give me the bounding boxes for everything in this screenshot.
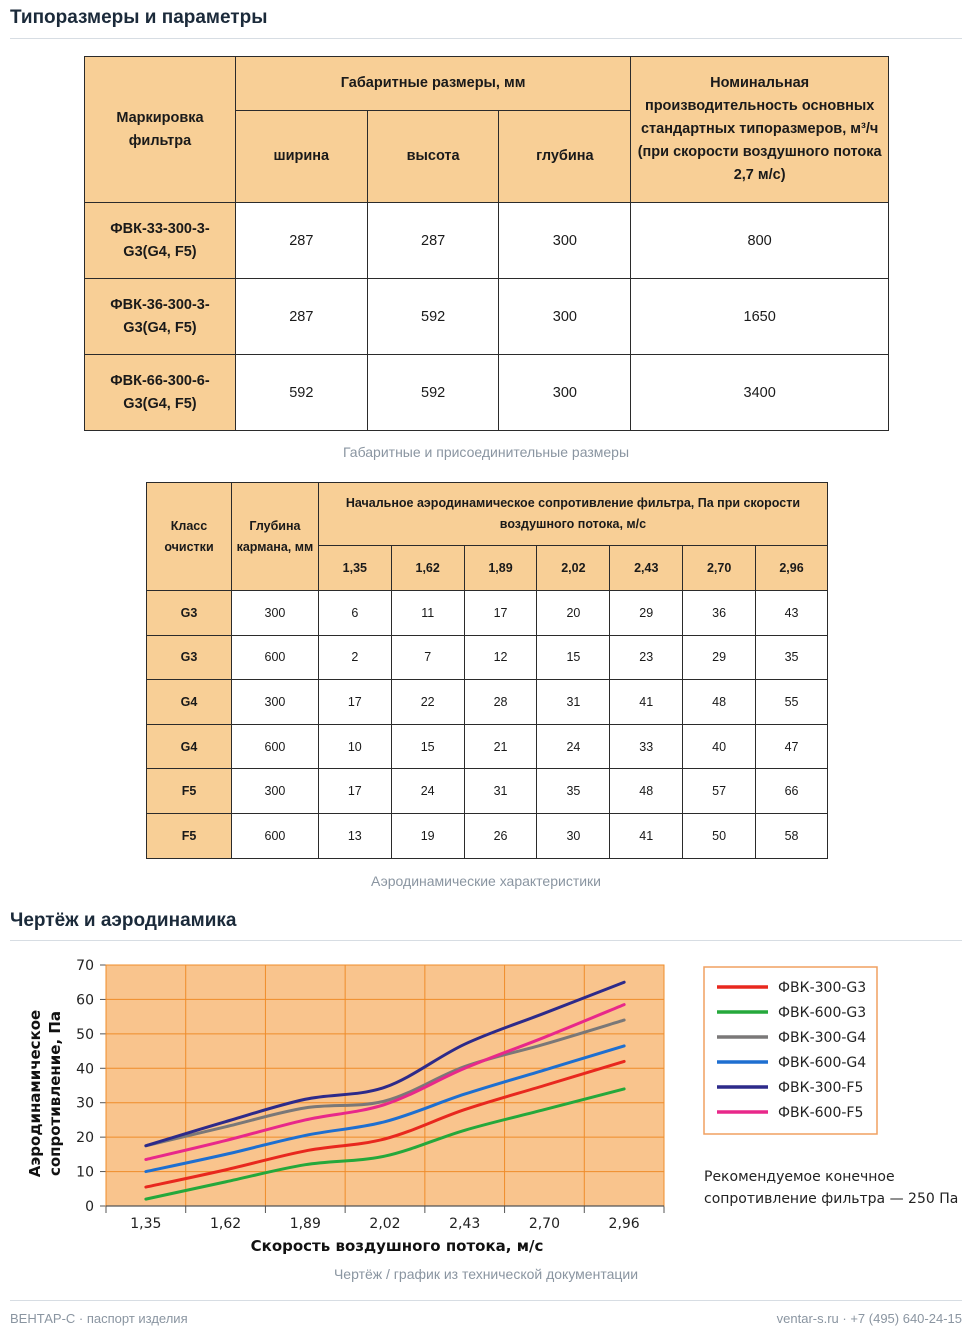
chart-caption: Чертёж / график из технической документации — [333, 1266, 639, 1282]
y-axis-label-line2: сопротивление, Па — [46, 1010, 64, 1177]
speed-header: 2,70 — [683, 546, 756, 591]
cell-resistance: 24 — [391, 769, 464, 814]
cell-resistance: 11 — [391, 591, 464, 636]
cell-resistance: 2 — [318, 635, 391, 680]
cell-class: G3 — [147, 635, 232, 680]
header-depth: глубина — [499, 111, 631, 203]
cell-width: 287 — [235, 203, 367, 279]
y-axis-label-line1: Аэродинамическое — [26, 1009, 44, 1178]
cell-resistance: 50 — [683, 813, 756, 858]
cell-pocket-depth: 600 — [231, 635, 318, 680]
cell-resistance: 26 — [464, 813, 537, 858]
cell-width: 592 — [235, 355, 367, 431]
cell-class: G4 — [147, 724, 232, 769]
y-tick-label: 20 — [76, 1130, 94, 1147]
header-width: ширина — [235, 111, 367, 203]
sizes-table — [84, 56, 889, 431]
speed-header: 2,43 — [610, 546, 683, 591]
table-row — [85, 203, 889, 279]
table-row — [85, 279, 889, 355]
header-capacity: Номинальная производительность основных стандартных типоразмеров, м³/ч (при скорости воздушного потока 2,7 м/с) — [631, 57, 889, 203]
x-tick-label: 1,35 — [130, 1216, 162, 1232]
cell-resistance: 17 — [318, 769, 391, 814]
cell-resistance: 31 — [464, 769, 537, 814]
cell-depth: 300 — [499, 203, 631, 279]
header-pocket-depth: Глубина кармана, мм — [231, 483, 318, 591]
y-tick-label: 30 — [76, 1095, 94, 1112]
section-title-sizes: Типоразмеры и параметры — [10, 7, 268, 28]
cell-resistance: 17 — [318, 680, 391, 725]
cell-resistance: 43 — [756, 591, 828, 636]
section-divider — [10, 38, 962, 39]
cell-pocket-depth: 600 — [231, 724, 318, 769]
cell-resistance: 35 — [756, 635, 828, 680]
aero-table-body — [147, 591, 828, 859]
x-axis-label: Скорость воздушного потока, м/с — [250, 1237, 544, 1255]
aero-table — [146, 482, 828, 859]
table-row — [147, 724, 828, 769]
cell-resistance: 7 — [391, 635, 464, 680]
legend-label: ФВК-300-F5 — [778, 1080, 864, 1096]
header-height: высота — [367, 111, 499, 203]
cell-resistance: 36 — [683, 591, 756, 636]
cell-resistance: 48 — [610, 769, 683, 814]
table-row — [147, 813, 828, 858]
cell-resistance: 28 — [464, 680, 537, 725]
cell-resistance: 66 — [756, 769, 828, 814]
table-row — [147, 591, 828, 636]
y-tick-label: 0 — [85, 1199, 94, 1215]
cell-resistance: 19 — [391, 813, 464, 858]
table-row — [147, 680, 828, 725]
x-tick-label: 2,02 — [369, 1216, 401, 1232]
cell-capacity: 1650 — [631, 279, 889, 355]
x-tick-label: 2,70 — [528, 1216, 561, 1232]
cell-resistance: 12 — [464, 635, 537, 680]
cell-depth: 300 — [499, 355, 631, 431]
header-class: Класс очистки — [147, 483, 232, 591]
y-tick-label: 70 — [76, 958, 94, 974]
plot-background — [106, 965, 664, 1206]
sizes-caption: Габаритные и присоединительные размеры — [342, 444, 629, 460]
row-marking: ФВК-36-300-3-G3(G4, F5) — [85, 279, 236, 355]
footer-brand: ВЕНТАР-С · паспорт изделия — [10, 1311, 188, 1326]
cell-class: F5 — [147, 813, 232, 858]
resistance-chart — [0, 950, 972, 1260]
cell-class: G3 — [147, 591, 232, 636]
cell-pocket-depth: 300 — [231, 591, 318, 636]
cell-resistance: 58 — [756, 813, 828, 858]
speed-header: 1,62 — [391, 546, 464, 591]
y-tick-label: 60 — [76, 992, 94, 1009]
row-marking: ФВК-33-300-3-G3(G4, F5) — [85, 203, 236, 279]
cell-resistance: 6 — [318, 591, 391, 636]
y-tick-label: 50 — [76, 1026, 94, 1043]
cell-pocket-depth: 300 — [231, 680, 318, 725]
cell-resistance: 30 — [537, 813, 610, 858]
cell-resistance: 40 — [683, 724, 756, 769]
cell-resistance: 13 — [318, 813, 391, 858]
cell-resistance: 29 — [683, 635, 756, 680]
header-dimensions: Габаритные размеры, мм — [235, 57, 630, 111]
cell-capacity: 800 — [631, 203, 889, 279]
cell-resistance: 31 — [537, 680, 610, 725]
table-row — [147, 769, 828, 814]
cell-resistance: 57 — [683, 769, 756, 814]
header-marking: Маркировка фильтра — [85, 57, 236, 203]
cell-resistance: 21 — [464, 724, 537, 769]
cell-resistance: 10 — [318, 724, 391, 769]
speed-header: 1,89 — [464, 546, 537, 591]
y-tick-label: 40 — [76, 1061, 94, 1078]
x-tick-label: 2,43 — [449, 1216, 481, 1232]
y-tick-label: 10 — [76, 1164, 94, 1181]
cell-resistance: 55 — [756, 680, 828, 725]
cell-resistance: 15 — [391, 724, 464, 769]
legend-label: ФВК-600-G4 — [778, 1055, 867, 1071]
table-row — [85, 355, 889, 431]
section-title-chart: Чертёж и аэродинамика — [10, 910, 237, 931]
cell-depth: 300 — [499, 279, 631, 355]
speed-header: 1,35 — [318, 546, 391, 591]
cell-resistance: 41 — [610, 813, 683, 858]
cell-resistance: 48 — [683, 680, 756, 725]
legend-label: ФВК-300-G4 — [778, 1030, 867, 1046]
cell-resistance: 15 — [537, 635, 610, 680]
x-tick-label: 1,89 — [289, 1216, 321, 1232]
cell-class: G4 — [147, 680, 232, 725]
footer-divider — [10, 1300, 962, 1301]
row-marking: ФВК-66-300-6-G3(G4, F5) — [85, 355, 236, 431]
x-tick-label: 1,62 — [209, 1216, 242, 1232]
cell-resistance: 17 — [464, 591, 537, 636]
cell-resistance: 22 — [391, 680, 464, 725]
cell-height: 592 — [367, 279, 499, 355]
cell-height: 592 — [367, 355, 499, 431]
aero-caption: Аэродинамические характеристики — [370, 873, 601, 889]
cell-resistance: 24 — [537, 724, 610, 769]
header-resistance: Начальное аэродинамическое сопротивление фильтра, Па при скорости воздушного потока, м/с — [318, 483, 827, 546]
cell-resistance: 20 — [537, 591, 610, 636]
legend-label: ФВК-300-G3 — [778, 980, 867, 996]
cell-resistance: 47 — [756, 724, 828, 769]
cell-class: F5 — [147, 769, 232, 814]
cell-resistance: 41 — [610, 680, 683, 725]
section-divider — [10, 940, 962, 941]
x-tick-label: 2,96 — [608, 1216, 640, 1232]
legend-label: ФВК-600-G3 — [778, 1005, 867, 1021]
table-row — [147, 635, 828, 680]
cell-pocket-depth: 300 — [231, 769, 318, 814]
cell-capacity: 3400 — [631, 355, 889, 431]
footer-contacts: ventar-s.ru · +7 (495) 640-24-15 — [776, 1311, 962, 1326]
cell-resistance: 33 — [610, 724, 683, 769]
annotation-line1: Рекомендуемое конечное — [704, 1169, 895, 1185]
cell-height: 287 — [367, 203, 499, 279]
speed-header: 2,02 — [537, 546, 610, 591]
cell-resistance: 23 — [610, 635, 683, 680]
cell-resistance: 29 — [610, 591, 683, 636]
legend-label: ФВК-600-F5 — [778, 1105, 864, 1121]
cell-width: 287 — [235, 279, 367, 355]
cell-pocket-depth: 600 — [231, 813, 318, 858]
speed-header: 2,96 — [756, 546, 828, 591]
cell-resistance: 35 — [537, 769, 610, 814]
annotation-line2: сопротивление фильтра — 250 Па — [704, 1191, 959, 1207]
